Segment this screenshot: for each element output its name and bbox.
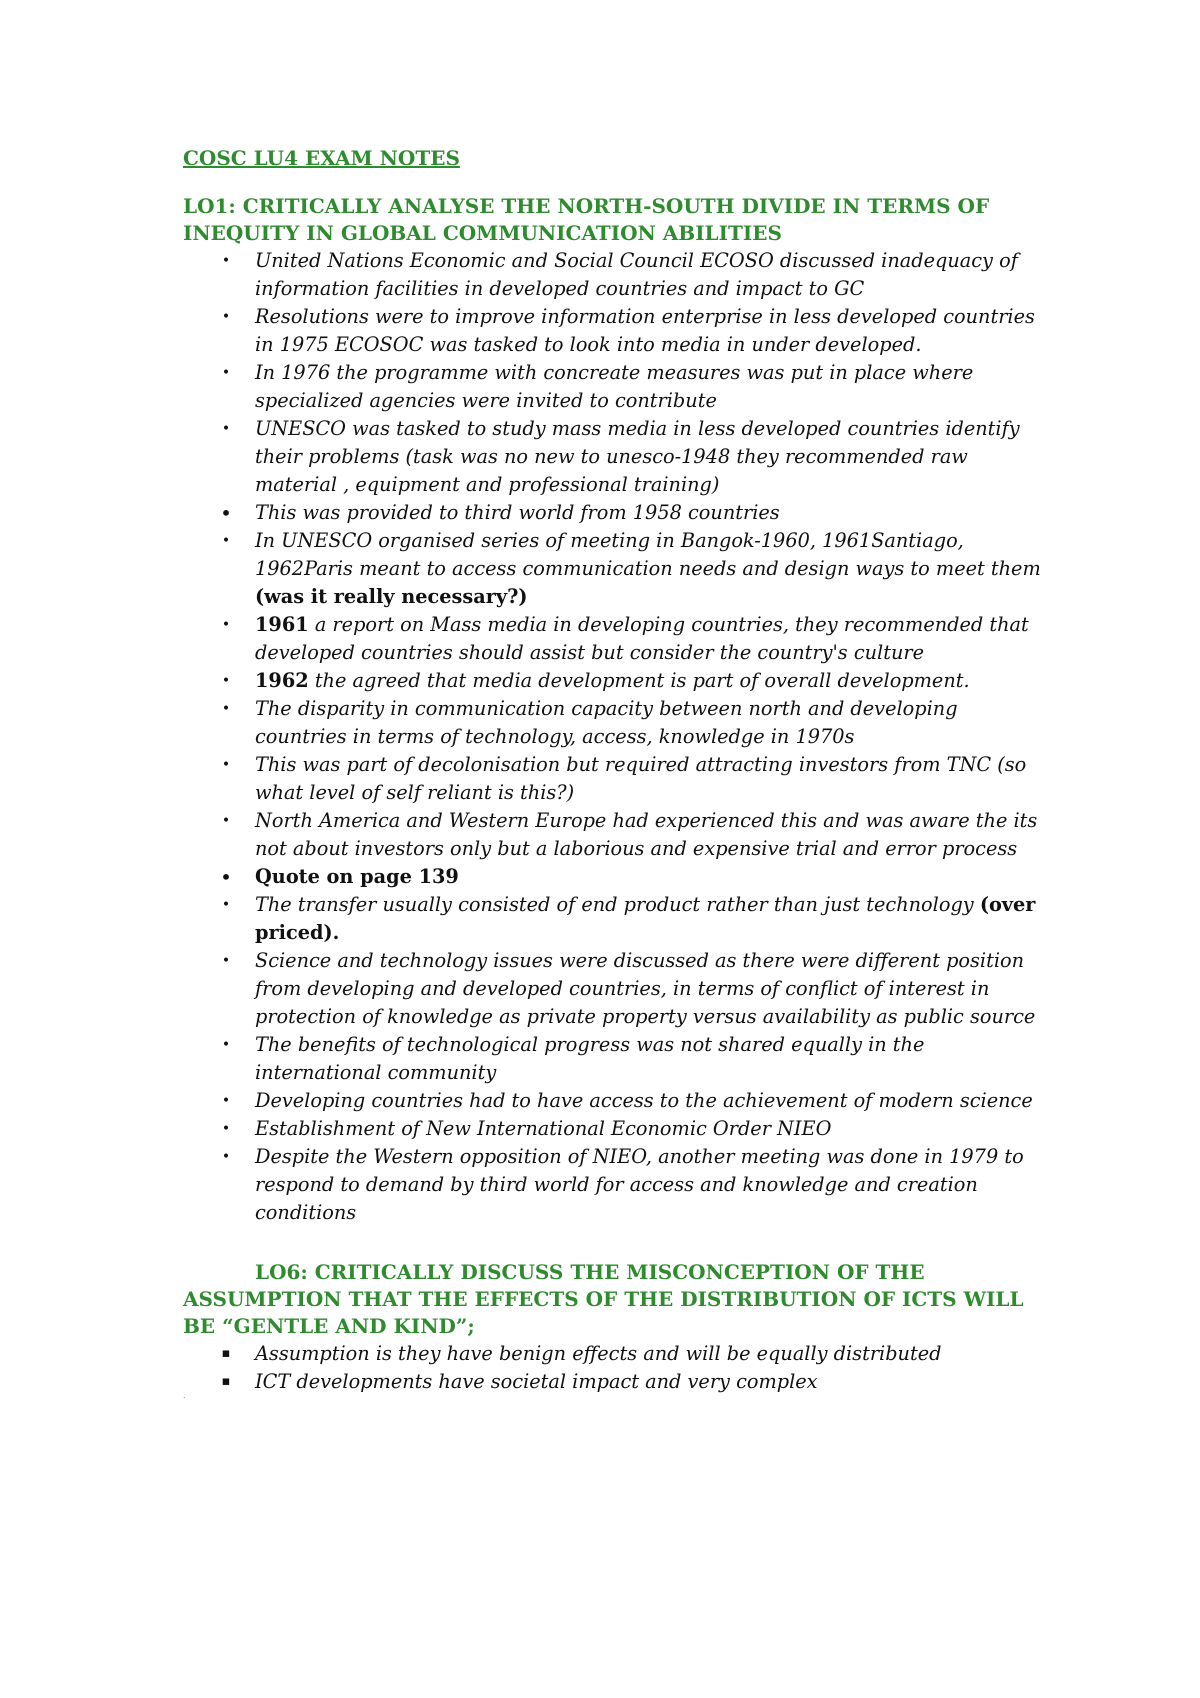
list-item: • Developing countries had to have access to the achievement of modern science — [255, 1087, 1043, 1115]
list-item: • In 1976 the programme with concreate measures was put in place where specialized agencies were invited to contribute — [255, 359, 1043, 415]
bullet-icon: • — [221, 533, 231, 549]
list-item: • The benefits of technological progress was not shared equally in the international community — [255, 1031, 1043, 1087]
square-bullet-icon: ▪ — [221, 1346, 231, 1361]
bullet-icon: • — [221, 1149, 231, 1165]
square-bullet-icon: ▪ — [221, 1374, 231, 1389]
bullet-icon: • — [221, 309, 231, 325]
list-item: • Despite the Western opposition of NIEO, another meeting was done in 1979 to respond to demand by third world for access and knowledge and creation conditions — [255, 1143, 1043, 1227]
bullet-icon: • — [221, 1037, 231, 1053]
list-item: • 1961 a report on Mass media in developing countries, they recommended that developed countries should assist but consider the country's culture — [255, 611, 1043, 667]
bullet-icon: • — [221, 701, 231, 717]
lo1-heading: LO1: CRITICALLY ANALYSE THE NORTH-SOUTH DIVIDE IN TERMS OF INEQUITY IN GLOBAL COMMUNICATION ABILITIES — [183, 194, 990, 245]
lo6-list — [183, 1340, 1043, 1400]
bullet-icon: • — [221, 1093, 231, 1109]
lo1-list — [183, 247, 1043, 1227]
bullet-icon: • — [220, 865, 232, 889]
bold-note: (over priced). — [255, 893, 1036, 944]
list-item: • The disparity in communication capacity between north and developing countries in terms of technology, access, knowledge in 1970s — [255, 695, 1043, 751]
bullet-icon: • — [221, 953, 231, 969]
list-item: • This was part of decolonisation but required attracting investors from TNC (so what level of self reliant is this?) — [255, 751, 1043, 807]
list-item: • Establishment of New International Economic Order NIEO — [255, 1115, 1043, 1143]
document-content — [183, 146, 1043, 1400]
bullet-icon: • — [221, 897, 231, 913]
list-item: • Quote on page 139 — [220, 865, 459, 889]
bullet-icon: • — [221, 757, 231, 773]
bullet-icon: • — [221, 617, 231, 633]
bullet-icon: • — [221, 1121, 231, 1137]
bullet-icon: • — [221, 365, 231, 381]
list-item: • North America and Western Europe had experienced this and was aware the its not about investors only but a laborious and expensive trial and error process — [255, 807, 1043, 863]
list-item: • This was provided to third world from 1958 countries — [220, 501, 780, 525]
list-item: ▪ ICT developments have societal impact and very complex — [255, 1368, 1043, 1396]
bold-year: 1962 — [255, 669, 309, 692]
list-item: ▪ Assumption is they have benign effects and will be equally distributed — [255, 1340, 1043, 1368]
bullet-icon: • — [221, 673, 231, 689]
list-item: • Resolutions were to improve information enterprise in less developed countries in 1975 ECOSOC was tasked to look into media in under developed. — [255, 303, 1043, 359]
list-item: • UNESCO was tasked to study mass media in less developed countries identify their problems (task was no new to unesco-1948 they recommended raw material , equipment and professional training) — [255, 415, 1043, 499]
bold-year: 1961 — [255, 613, 309, 636]
list-item: • 1962 the agreed that media development is part of overall development. — [255, 667, 1043, 695]
bullet-icon: • — [221, 253, 231, 269]
stray-mark: . — [183, 1391, 186, 1400]
bullet-icon: • — [221, 813, 231, 829]
lo6-heading: LO6: CRITICALLY DISCUSS THE MISCONCEPTION OF THE ASSUMPTION THAT THE EFFECTS OF THE DISTRIBUTION OF ICTS WILL BE “GENTLE AND KIND”; — [183, 1260, 1024, 1338]
bullet-icon: • — [221, 421, 231, 437]
bullet-icon: • — [220, 501, 232, 525]
list-item: • United Nations Economic and Social Council ECOSO discussed inadequacy of information facilities in developed countries and impact to GC — [255, 247, 1043, 303]
bold-note: (was it really necessary?) — [255, 585, 528, 608]
list-item: • The transfer usually consisted of end product rather than just technology (over priced). — [255, 891, 1043, 947]
list-item: • In UNESCO organised series of meeting in Bangok-1960, 1961Santiago, 1962Paris meant to access communication needs and design ways to meet them (was it really necessary?) — [255, 527, 1043, 611]
document-title: COSC LU4 EXAM NOTES — [183, 146, 460, 170]
list-item: • Science and technology issues were discussed as there were different position from developing and developed countries, in terms of conflict of interest in protection of knowledge as private property versus availability as public source — [255, 947, 1043, 1031]
